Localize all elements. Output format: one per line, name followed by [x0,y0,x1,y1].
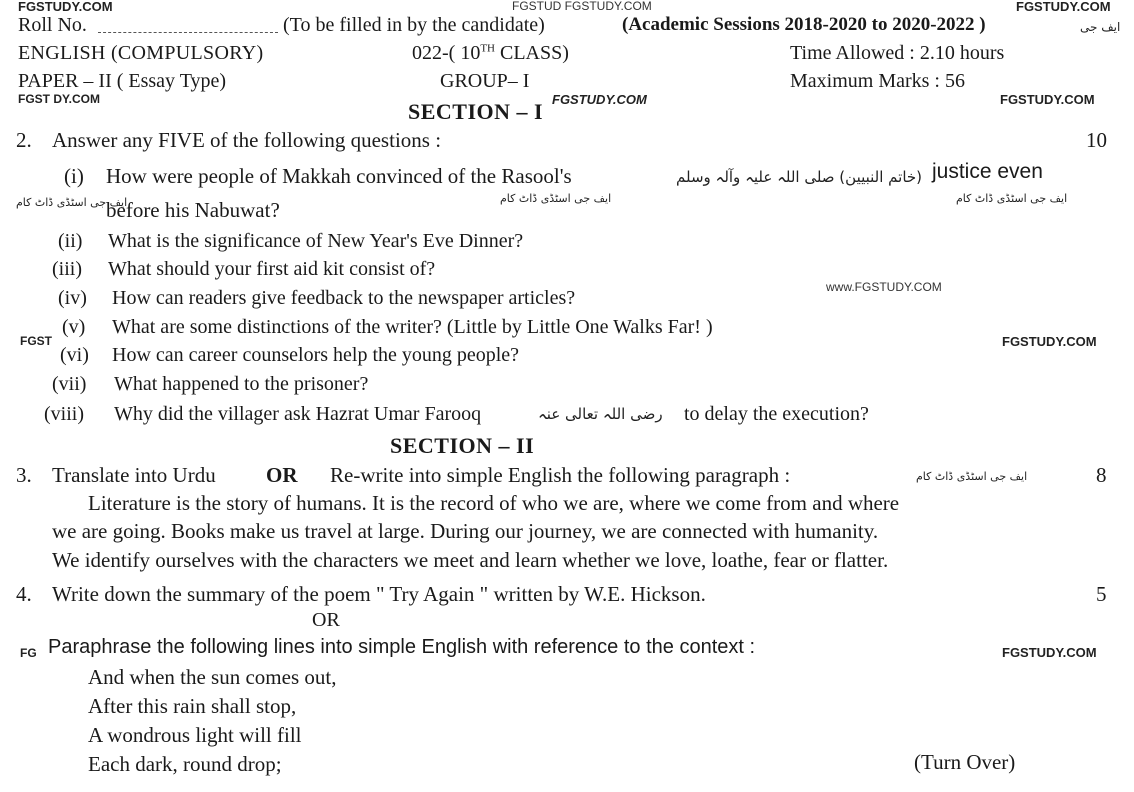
q2-label: 2. [16,128,32,152]
q-viii-urdu-honorific: رضی اللہ تعالی عنہ [538,405,663,423]
q4-text: Write down the summary of the poem " Try Again " written by W.E. Hickson. [52,582,706,606]
q-ii-text: What is the significance of New Year's Eve Dinner? [108,230,524,252]
maximum-marks: Maximum Marks : 56 [790,70,965,92]
urdu-watermark-right: ایف جی اسٹڈی ڈاٹ کام [956,192,1068,205]
urdu-watermark-left: ایف جی اسٹڈی ڈاٹ کام [16,196,128,209]
q4-marks: 5 [1096,582,1107,606]
q3-label: 3. [16,463,32,487]
watermark-top-left: FGSTUDY.COM [18,0,113,14]
paragraph-line-1: Literature is the story of humans. It is the record of who we are, where we come from and where [88,491,900,515]
watermark-top-center: FGSTUD FGSTUDY.COM [512,0,652,13]
watermark-center-1: FGSTUDY.COM [552,92,647,107]
q-v-text: What are some distinctions of the writer? (Little by Little One Walks Far! ) [112,316,713,338]
subject-title: ENGLISH (COMPULSORY) [18,42,264,64]
q4-label: 4. [16,582,32,606]
turn-over: (Turn Over) [914,750,1016,774]
q-i-continued: before his Nabuwat? [106,198,280,222]
q-iii-text: What should your first aid kit consist of? [108,258,436,280]
paragraph-line-2: we are going. Books make us travel at large. During our journey, we are connected with humanity. [52,519,879,543]
watermark-right-3: FGSTUDY.COM [1002,645,1097,660]
q4-paraphrase-text: Paraphrase the following lines into simple English with reference to the context : [48,636,756,658]
watermark-url: www.FGSTUDY.COM [826,280,942,294]
q-vii-number: (vii) [52,373,87,395]
urdu-watermark-mid: ایف جی اسٹڈی ڈاٹ کام [500,192,612,205]
q3-urdu-watermark: ایف جی اسٹڈی ڈاٹ کام [916,470,1028,483]
section-1-title: SECTION – I [408,99,544,124]
class-code-tail: CLASS) [500,42,569,64]
q-iv-text: How can readers give feedback to the newspaper articles? [112,287,576,309]
group-label: GROUP– I [440,70,530,92]
roll-no-line [98,32,278,33]
q-i-number: (i) [64,164,84,188]
q-vi-number: (vi) [60,344,89,366]
q-v-number: (v) [62,316,86,338]
roll-no-label: Roll No. [18,14,87,36]
watermark-left-2: FGST [20,334,52,348]
watermark-right-1: FGSTUDY.COM [1000,92,1095,107]
poem-line-4: Each dark, round drop; [88,752,282,776]
poem-line-2: After this rain shall stop, [88,694,297,718]
watermark-left-1: FGST DY.COM [18,92,101,106]
q4-or: OR [312,609,340,631]
watermark-left-3: FG [20,646,37,660]
paper-type: PAPER – II ( Essay Type) [18,70,227,92]
watermark-right-2: FGSTUDY.COM [1002,334,1097,349]
q3-text-a: Translate into Urdu [52,463,216,487]
q-viii-text-a: Why did the villager ask Hazrat Umar Farooq [114,403,482,425]
class-code-sup: TH [480,42,495,55]
poem-line-3: A wondrous light will fill [88,723,302,747]
urdu-tag-top: ایف جی [1080,20,1121,34]
poem-line-1: And when the sun comes out, [88,665,337,689]
q2-marks: 10 [1086,128,1107,152]
q-ii-number: (ii) [58,230,83,252]
watermark-top-right: FGSTUDY.COM [1016,0,1111,14]
q-vi-text: How can career counselors help the young people? [112,344,520,366]
class-code-text: 022-( 10 [412,42,481,64]
q2-instruction: Answer any FIVE of the following questions : [52,128,442,152]
q-i-end: justice even [932,160,1043,183]
paragraph-line-3: We identify ourselves with the characters we meet and learn whether we love, loathe, fear or flatter. [52,548,889,572]
time-allowed: Time Allowed : 2.10 hours [790,42,1005,64]
sessions-text: (Academic Sessions 2018-2020 to 2020-2022 ) [622,14,986,35]
class-code [412,42,569,65]
q-iii-number: (iii) [52,258,82,280]
q-i-urdu-honorific: (خاتم النبیین) صلی اللہ علیہ وآلہ وسلم [676,168,923,186]
q-viii-text-b: to delay the execution? [684,403,869,425]
q-viii-number: (viii) [44,403,84,425]
roll-hint: (To be filled in by the candidate) [283,14,545,36]
q-iv-number: (iv) [58,287,87,309]
q-vii-text: What happened to the prisoner? [114,373,369,395]
q-i-text: How were people of Makkah convinced of the Rasool's [106,164,572,188]
q3-text-b: Re-write into simple English the following paragraph : [330,463,791,487]
section-2-title: SECTION – II [390,433,535,458]
q3-or: OR [266,463,298,487]
q3-marks: 8 [1096,463,1107,487]
